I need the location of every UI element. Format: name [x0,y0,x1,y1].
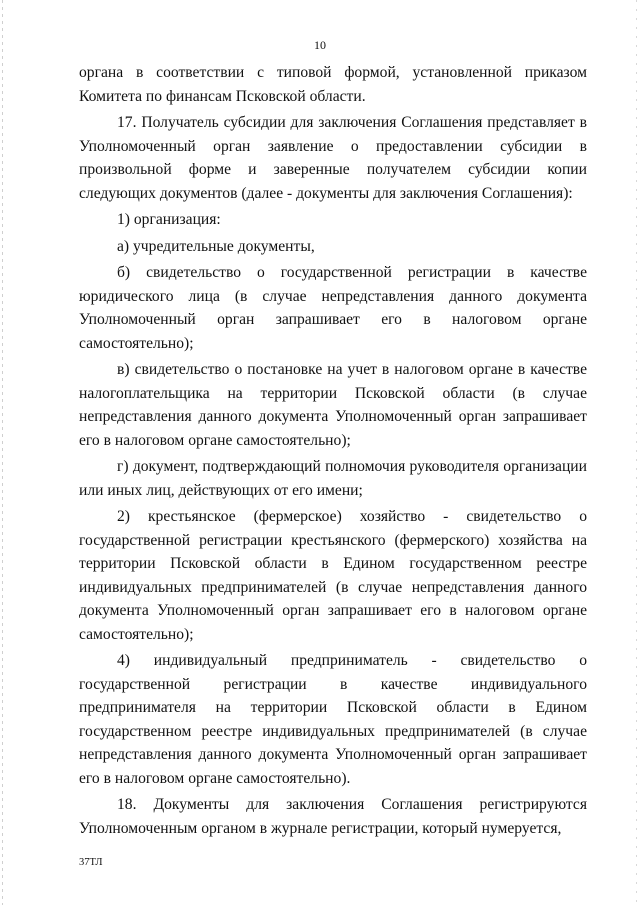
paragraph-item-1g: г) документ, подтверждающий полномочия руководителя организации или иных лиц, действующих от его имени; [79,458,587,499]
page-number: 10 [314,38,326,52]
document-body [79,61,587,840]
paragraph-item-1b: б) свидетельство о государственной регистрации в качестве юридического лица (в случае непредставления данного документа Уполномоченный орган запрашивает его в налоговом органе самостоятельно); [79,264,587,352]
paragraph-continuation: органа в соответствии с типовой формой, установленной приказом Комитета по финансам Псковской области. [79,64,587,105]
scan-edge-left [2,0,3,905]
scan-edge-right [636,0,637,905]
paragraph-item-2: 2) крестьянское (фермерское) хозяйство - свидетельство о государственной регистрации крестьянского (фермерского) хозяйства на территории Псковской области в Едином государственном реестре индивидуальных предпринимателей (в случае непредставления данного документа Уполномоченный орган запрашивает его в налоговом органе самостоятельно); [79,508,587,643]
paragraph-item-4: 4) индивидуальный предприниматель - свидетельство о государственной регистрации в качестве индивидуального предпринимателя на территории Псковской области в Едином государственном реестре индивидуальных предпринимателей (в случае непредставления данного документа Уполномоченный орган запрашивает его в налоговом органе самостоятельно). [79,652,587,787]
paragraph-item-1-organization: 1) организация: [117,211,221,228]
footer-code: 37ТЛ [79,857,103,868]
paragraph-item-17: 17. Получатель субсидии для заключения Соглашения представляет в Уполномоченный орган заявление о предоставлении субсидии в произвольной форме и заверенные получателем субсидии копии следующих документов (далее - документы для заключения Соглашения): [79,114,587,202]
paragraph-item-1v: в) свидетельство о постановке на учет в налоговом органе в качестве налогоплательщика на территории Псковской области (в случае непредставления данного документа Уполномоченный орган запрашивает его в налоговом органе самостоятельно); [79,361,587,449]
paragraph-item-1a: а) учредительные документы, [117,237,315,255]
paragraph-item-18: 18. Документы для заключения Соглашения регистрируются Уполномоченным органом в журнале регистрации, который нумеруется, [79,796,587,837]
